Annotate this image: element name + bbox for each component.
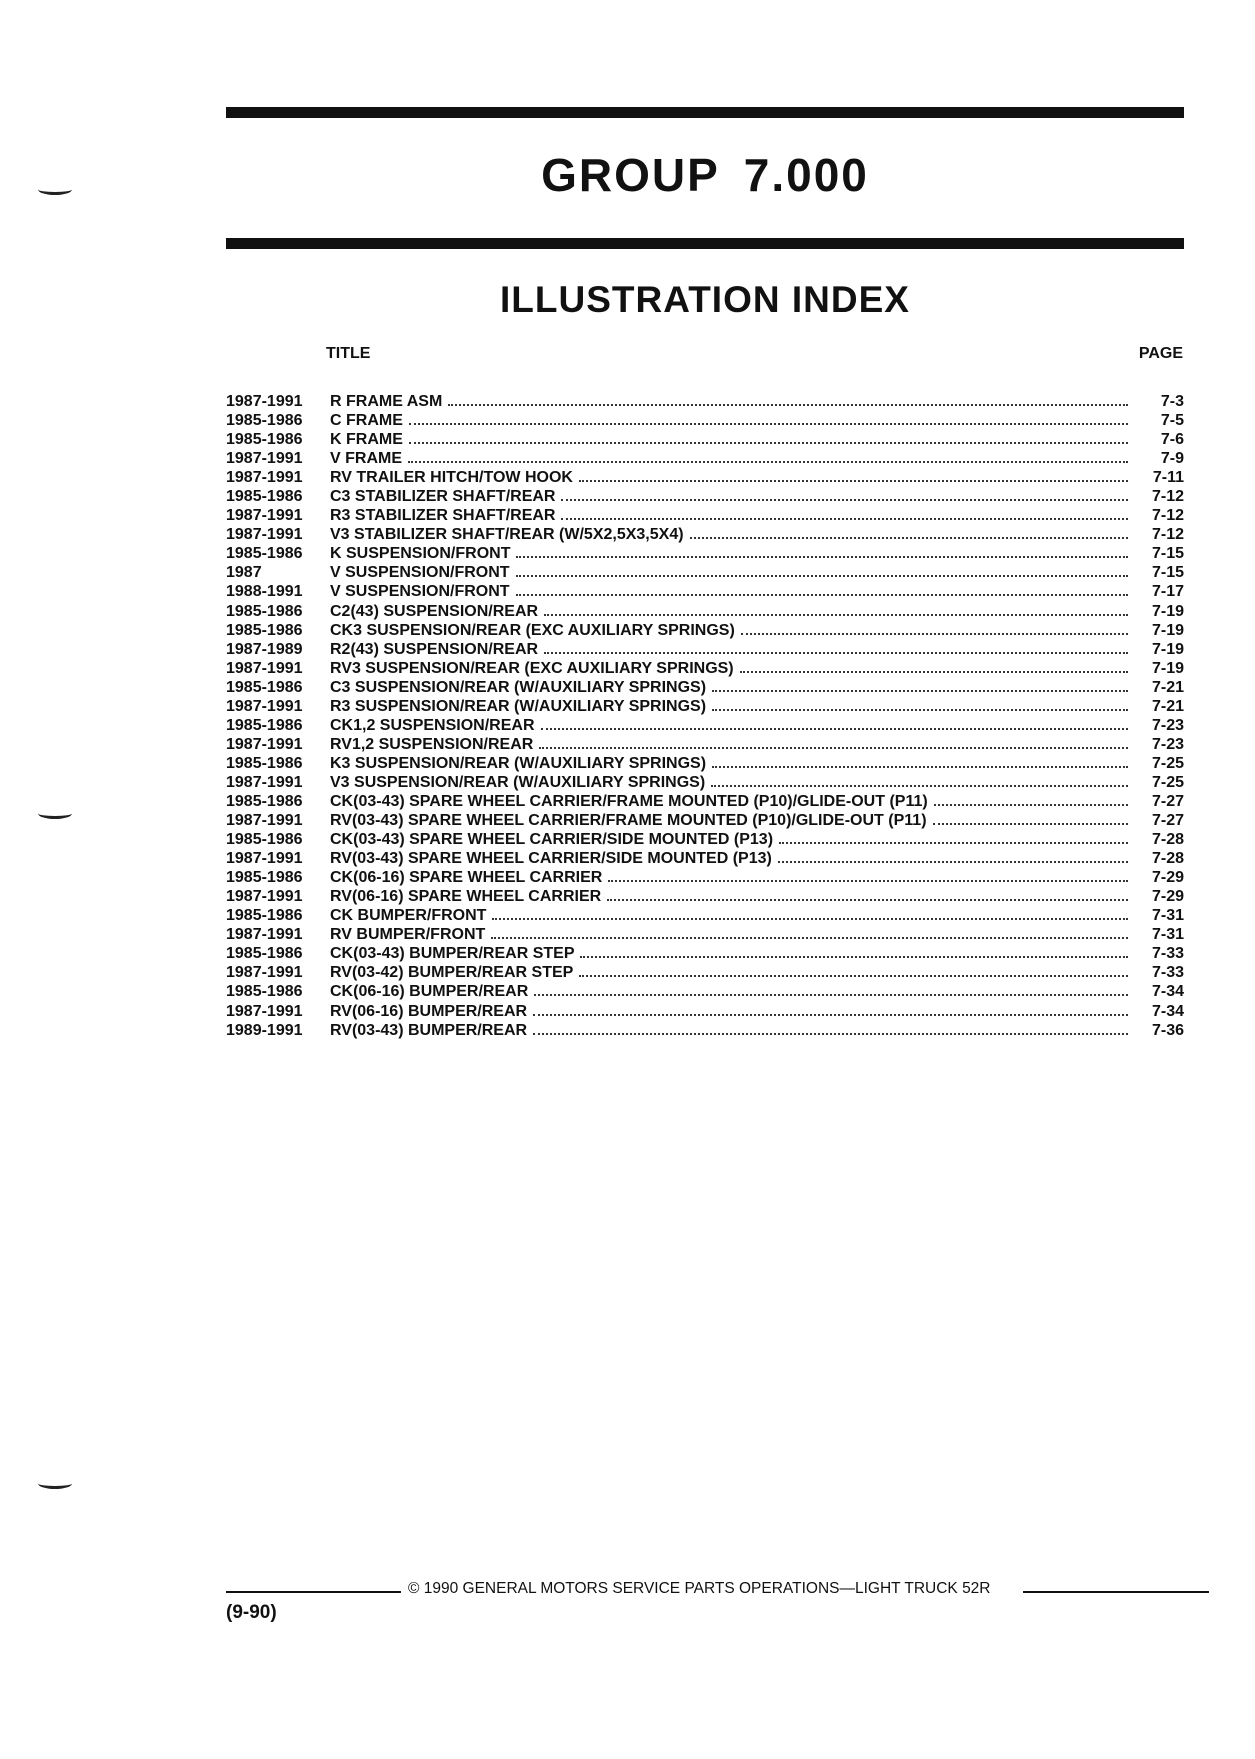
- footer-rule-left: [226, 1591, 401, 1593]
- top-rule: [226, 107, 1184, 118]
- entry-title: RV(03-43) SPARE WHEEL CARRIER/FRAME MOUNTED (P10)/GLIDE-OUT (P11): [330, 812, 927, 830]
- entry-title: CK BUMPER/FRONT: [330, 907, 487, 925]
- middle-rule: [226, 238, 1184, 249]
- entry-years: 1987-1991: [226, 773, 303, 791]
- entry-title: RV(06-16) SPARE WHEEL CARRIER: [330, 888, 602, 906]
- entry-years: 1987-1991: [226, 697, 303, 715]
- index-entry: [226, 602, 1184, 621]
- entry-years: 1987-1991: [226, 926, 303, 944]
- index-entry: [226, 544, 1184, 563]
- index-entry: [226, 1002, 1184, 1021]
- entry-years: 1985-1986: [226, 945, 303, 963]
- dot-leader: [544, 613, 1128, 616]
- entry-title: RV(03-42) BUMPER/REAR STEP: [330, 964, 574, 982]
- dot-leader: [580, 955, 1128, 958]
- entry-title: RV1,2 SUSPENSION/REAR: [330, 735, 534, 753]
- index-entry: [226, 659, 1184, 678]
- entry-years: 1987-1991: [226, 1002, 303, 1020]
- dot-leader: [491, 936, 1128, 939]
- entry-page: 7-6: [1160, 431, 1184, 449]
- dot-leader: [579, 479, 1128, 482]
- binder-hole-mark: [38, 1478, 72, 1489]
- index-entry: [226, 925, 1184, 944]
- dot-leader: [608, 879, 1128, 882]
- index-entry: [226, 868, 1184, 887]
- dot-leader: [712, 689, 1128, 692]
- entry-page: 7-12: [1151, 507, 1184, 525]
- index-entry: [226, 563, 1184, 582]
- entry-title: R2(43) SUSPENSION/REAR: [330, 640, 539, 658]
- entry-page: 7-12: [1151, 488, 1184, 506]
- entry-title: V SUSPENSION/FRONT: [330, 564, 510, 582]
- entry-years: 1985-1986: [226, 431, 303, 449]
- dot-leader: [740, 670, 1128, 673]
- entry-page: 7-36: [1151, 1021, 1184, 1039]
- dot-leader: [516, 593, 1128, 596]
- dot-leader: [492, 917, 1128, 920]
- entry-page: 7-23: [1151, 735, 1184, 753]
- entry-title: K SUSPENSION/FRONT: [330, 545, 511, 563]
- dot-leader: [448, 403, 1128, 406]
- entry-years: 1987-1991: [226, 507, 303, 525]
- entry-page: 7-15: [1151, 545, 1184, 563]
- entry-years: 1987-1991: [226, 812, 303, 830]
- entry-years: 1987-1991: [226, 659, 303, 677]
- dot-leader: [712, 708, 1128, 711]
- index-entry: [226, 792, 1184, 811]
- entry-page: 7-3: [1160, 393, 1184, 410]
- index-entry: [226, 697, 1184, 716]
- entry-years: 1985-1986: [226, 602, 303, 620]
- dot-leader: [779, 841, 1128, 844]
- entry-years: 1985-1986: [226, 412, 303, 430]
- index-entry: [226, 887, 1184, 906]
- entry-title: RV(03-43) BUMPER/REAR: [330, 1021, 528, 1039]
- dot-leader: [409, 441, 1128, 444]
- index-entry: [226, 582, 1184, 601]
- dot-leader: [533, 1032, 1128, 1035]
- entry-title: CK(03-43) SPARE WHEEL CARRIER/FRAME MOUNTED (P10)/GLIDE-OUT (P11): [330, 792, 928, 810]
- entry-title: RV(06-16) BUMPER/REAR: [330, 1002, 528, 1020]
- entry-page: 7-15: [1151, 564, 1184, 582]
- entry-years: 1987-1991: [226, 393, 303, 410]
- entry-years: 1989-1991: [226, 1021, 303, 1039]
- entry-years: 1985-1986: [226, 621, 303, 639]
- entry-page: 7-33: [1151, 945, 1184, 963]
- entry-title: R3 STABILIZER SHAFT/REAR: [330, 507, 556, 525]
- dot-leader: [544, 651, 1128, 654]
- dot-leader: [712, 765, 1128, 768]
- entry-years: 1985-1986: [226, 869, 303, 887]
- index-entry: [226, 430, 1184, 449]
- index-entry: [226, 525, 1184, 544]
- index-entries: [226, 392, 1184, 1040]
- binder-hole-mark: [38, 808, 72, 819]
- entry-page: 7-29: [1151, 869, 1184, 887]
- index-entry: [226, 830, 1184, 849]
- index-entry: [226, 906, 1184, 925]
- entry-page: 7-31: [1151, 926, 1184, 944]
- entry-years: 1985-1986: [226, 754, 303, 772]
- entry-page: 7-31: [1151, 907, 1184, 925]
- index-entry: [226, 811, 1184, 830]
- entry-page: 7-28: [1151, 850, 1184, 868]
- entry-title: R FRAME ASM: [330, 393, 443, 410]
- entry-title: CK3 SUSPENSION/REAR (EXC AUXILIARY SPRINGS): [330, 621, 735, 639]
- entry-page: 7-5: [1160, 412, 1184, 430]
- entry-page: 7-25: [1151, 773, 1184, 791]
- index-entry: [226, 1021, 1184, 1040]
- dot-leader: [541, 727, 1129, 730]
- entry-years: 1987-1991: [226, 850, 303, 868]
- entry-page: 7-9: [1160, 450, 1184, 468]
- entry-years: 1987-1991: [226, 450, 303, 468]
- entry-years: 1985-1986: [226, 983, 303, 1001]
- entry-page: 7-34: [1151, 1002, 1184, 1020]
- entry-page: 7-19: [1151, 640, 1184, 658]
- entry-page: 7-19: [1151, 602, 1184, 620]
- entry-title: C3 STABILIZER SHAFT/REAR: [330, 488, 556, 506]
- copyright-notice: © 1990 GENERAL MOTORS SERVICE PARTS OPERATIONS—LIGHT TRUCK 52R: [408, 1580, 991, 1597]
- index-entry: [226, 640, 1184, 659]
- entry-years: 1988-1991: [226, 583, 303, 601]
- dot-leader: [561, 498, 1128, 501]
- entry-years: 1985-1986: [226, 716, 303, 734]
- entry-years: 1987-1991: [226, 526, 303, 544]
- index-entry: [226, 735, 1184, 754]
- index-entry: [226, 773, 1184, 792]
- entry-page: 7-28: [1151, 831, 1184, 849]
- entry-years: 1987-1991: [226, 888, 303, 906]
- entry-title: RV BUMPER/FRONT: [330, 926, 486, 944]
- entry-page: 7-19: [1151, 621, 1184, 639]
- footer-rule-right: [1023, 1591, 1209, 1593]
- binder-hole-mark: [38, 184, 72, 195]
- dot-leader: [579, 974, 1128, 977]
- entry-page: 7-27: [1151, 812, 1184, 830]
- entry-page: 7-11: [1152, 469, 1184, 487]
- entry-title: C3 SUSPENSION/REAR (W/AUXILIARY SPRINGS): [330, 678, 707, 696]
- index-entry: [226, 449, 1184, 468]
- entry-title: RV3 SUSPENSION/REAR (EXC AUXILIARY SPRINGS): [330, 659, 734, 677]
- index-entry: [226, 506, 1184, 525]
- entry-years: 1985-1986: [226, 488, 303, 506]
- entry-page: 7-21: [1151, 697, 1184, 715]
- entry-page: 7-33: [1151, 964, 1184, 982]
- entry-page: 7-19: [1151, 659, 1184, 677]
- dot-leader: [934, 803, 1128, 806]
- index-entry: [226, 982, 1184, 1001]
- entry-years: 1985-1986: [226, 545, 303, 563]
- entry-years: 1987-1991: [226, 469, 303, 487]
- index-entry: [226, 487, 1184, 506]
- entry-page: 7-29: [1151, 888, 1184, 906]
- entry-title: RV(03-43) SPARE WHEEL CARRIER/SIDE MOUNTED (P13): [330, 850, 772, 868]
- entry-title: CK1,2 SUSPENSION/REAR: [330, 716, 535, 734]
- entry-title: C2(43) SUSPENSION/REAR: [330, 602, 539, 620]
- dot-leader: [534, 993, 1128, 996]
- entry-title: K3 SUSPENSION/REAR (W/AUXILIARY SPRINGS): [330, 754, 707, 772]
- dot-leader: [741, 632, 1128, 635]
- index-entry: [226, 621, 1184, 640]
- index-entry: [226, 944, 1184, 963]
- index-entry: [226, 849, 1184, 868]
- dot-leader: [607, 898, 1128, 901]
- entry-years: 1987-1989: [226, 640, 303, 658]
- entry-title: K FRAME: [330, 431, 403, 449]
- index-entry: [226, 411, 1184, 430]
- dot-leader: [933, 822, 1128, 825]
- entry-page: 7-17: [1151, 583, 1184, 601]
- entry-title: V3 SUSPENSION/REAR (W/AUXILIARY SPRINGS): [330, 773, 706, 791]
- entry-page: 7-23: [1151, 716, 1184, 734]
- page-column-header: PAGE: [1138, 345, 1183, 362]
- index-title: ILLUSTRATION INDEX: [500, 279, 910, 320]
- index-entry: [226, 963, 1184, 982]
- dot-leader: [516, 574, 1128, 577]
- date-code: (9-90): [226, 1602, 277, 1623]
- entry-years: 1985-1986: [226, 678, 303, 696]
- entry-title: RV TRAILER HITCH/TOW HOOK: [330, 469, 573, 487]
- entry-page: 7-27: [1151, 792, 1184, 810]
- index-entry: [226, 716, 1184, 735]
- entry-years: 1987: [226, 564, 262, 582]
- index-entry: [226, 754, 1184, 773]
- dot-leader: [711, 784, 1128, 787]
- entry-page: 7-12: [1151, 526, 1184, 544]
- entry-title: V3 STABILIZER SHAFT/REAR (W/5X2,5X3,5X4): [330, 526, 684, 544]
- entry-years: 1985-1986: [226, 792, 303, 810]
- index-entry: [226, 392, 1184, 411]
- dot-leader: [561, 517, 1128, 520]
- index-entry: [226, 678, 1184, 697]
- dot-leader: [539, 746, 1128, 749]
- entry-years: 1987-1991: [226, 964, 303, 982]
- dot-leader: [690, 536, 1128, 539]
- entry-page: 7-25: [1151, 754, 1184, 772]
- entry-years: 1987-1991: [226, 735, 303, 753]
- entry-years: 1985-1986: [226, 907, 303, 925]
- entry-title: CK(03-43) BUMPER/REAR STEP: [330, 945, 575, 963]
- dot-leader: [516, 555, 1128, 558]
- entry-years: 1985-1986: [226, 831, 303, 849]
- entry-page: 7-34: [1151, 983, 1184, 1001]
- dot-leader: [778, 860, 1128, 863]
- entry-page: 7-21: [1151, 678, 1184, 696]
- entry-title: V SUSPENSION/FRONT: [330, 583, 510, 601]
- dot-leader: [409, 422, 1128, 425]
- dot-leader: [533, 1013, 1128, 1016]
- index-entry: [226, 468, 1184, 487]
- title-column-header: TITLE: [326, 345, 371, 362]
- dot-leader: [408, 460, 1128, 463]
- entry-title: V FRAME: [330, 450, 402, 468]
- group-title: GROUP 7.000: [541, 149, 869, 201]
- entry-title: R3 SUSPENSION/REAR (W/AUXILIARY SPRINGS): [330, 697, 707, 715]
- entry-title: CK(03-43) SPARE WHEEL CARRIER/SIDE MOUNTED (P13): [330, 831, 774, 849]
- entry-title: CK(06-16) SPARE WHEEL CARRIER: [330, 869, 603, 887]
- entry-title: C FRAME: [330, 412, 403, 430]
- entry-title: CK(06-16) BUMPER/REAR: [330, 983, 529, 1001]
